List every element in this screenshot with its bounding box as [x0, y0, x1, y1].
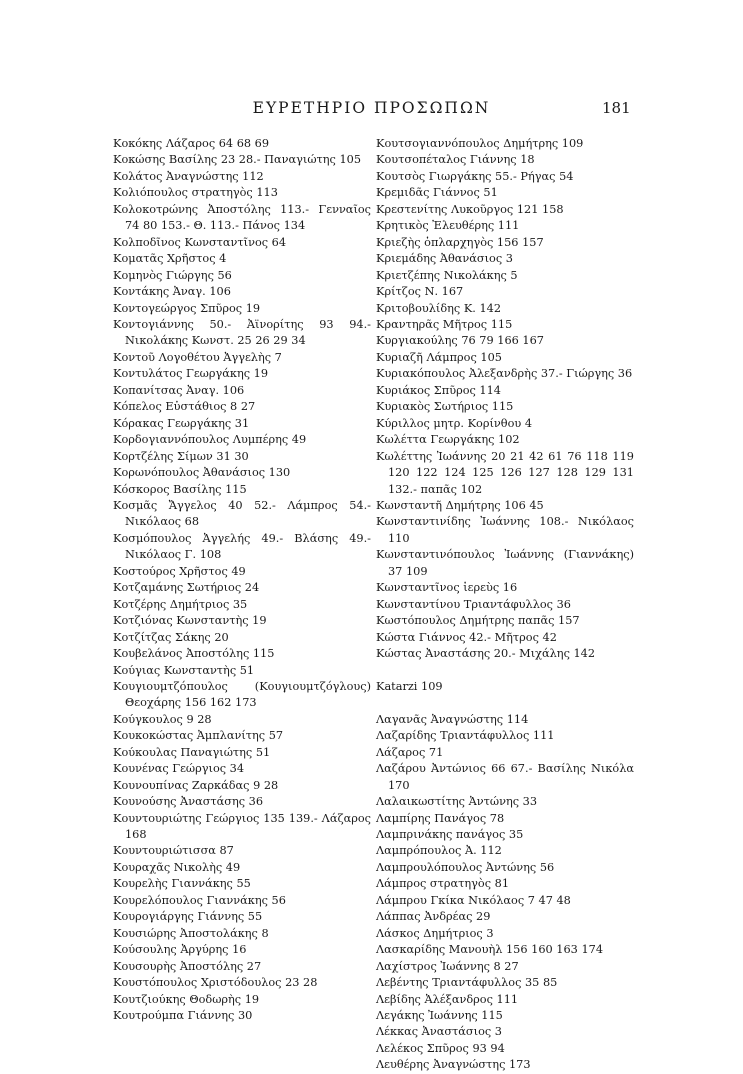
index-entry: Κόπελος Εὐστάθιος 8 27	[113, 400, 256, 414]
index-entry: Λαμπίρης Πανάγος 78	[376, 811, 505, 825]
index-entry: Κουνούσης Ἀναστάσης 36	[113, 795, 264, 809]
index-entry: Κουτρούμπα Γιάννης 30	[113, 1009, 253, 1023]
page-title: ΕΥΡΕΤΗΡΙΟ ΠΡΟΣΩΠΩΝ	[252, 99, 491, 117]
index-entry: Κωνσταντίνου Τριαντάφυλλος 36	[376, 597, 571, 611]
index-group-l	[376, 712, 634, 1074]
index-entry: Λαγανᾶς Ἀναγνώστης 114	[376, 712, 529, 726]
group-spacer	[376, 695, 634, 711]
index-entry: Κώστα Γιάννος 42.- Μῆτρος 42	[376, 630, 557, 644]
index-entry: Κολποδῖνος Κωνσταντῖνος 64	[113, 235, 287, 249]
index-entry: Κοντογιάννης 50.- Ἀϊνορίτης 93 94.- Νικολάκης Κωνστ. 25 26 29 34	[113, 317, 371, 348]
index-entry: Κουραχᾶς Νικολὴς 49	[113, 860, 241, 874]
index-entry: Λάσκος Δημήτριος 3	[376, 926, 494, 940]
group-spacer	[376, 663, 634, 679]
index-entry: Κοσμᾶς Ἄγγελος 40 52.- Λάμπρος 54.- Νικόλαος 68	[113, 498, 371, 529]
index-entry: Κωνσταντινόπουλος Ἰωάννης (Γιαννάκης) 37 109	[376, 548, 634, 578]
index-entry: Κωλέττα Γεωργάκης 102	[376, 433, 520, 447]
index-entry: Κρεμιδᾶς Γιάννος 51	[376, 186, 498, 200]
index-entry: Κυριακὸς Σωτήριος 115	[376, 400, 514, 414]
index-entry: Κουντουριώτης Γεώργιος 135 139.- Λάζαρος 168	[113, 811, 371, 842]
index-entry: Κολοκοτρώνης Ἀποστόλης 113.- Γενναῖος 74 80 153.- Θ. 113.- Πάνος 134	[113, 202, 371, 233]
index-entry: Λαζάρου Ἀντώνιος 66 67.- Βασίλης Νικόλα 170	[376, 762, 634, 792]
index-entry: Κουνένας Γεώργιος 34	[113, 762, 245, 776]
index-entry: Λασκαρίδης Μανουὴλ 156 160 163 174	[376, 943, 604, 957]
index-entry: Κουρογιάργης Γιάννης 55	[113, 910, 263, 924]
index-entry: Katarzi 109	[376, 679, 443, 693]
index-entry: Κοστούρος Χρῆστος 49	[113, 564, 246, 578]
index-entry: Κορτζέλης Σίμων 31 30	[113, 449, 249, 463]
index-entry: Λάμπρος στρατηγὸς 81	[376, 877, 510, 891]
index-entry: Κώστας Ἀναστάσης 20.- Μιχάλης 142	[376, 647, 596, 661]
index-entry: Κοπανίτσας Ἀναγ. 106	[113, 383, 245, 397]
index-entry: Κοτζίτζας Σάκης 20	[113, 630, 229, 644]
index-entry: Κωνσταντῆ Δημήτρης 106 45	[376, 498, 544, 512]
index-entry: Λεβέντης Τριαντάφυλλος 35 85	[376, 976, 558, 990]
index-entry: Λευθέρης Ἀναγνώστης 173	[376, 1058, 531, 1072]
index-entry: Κοκόκης Λάζαρος 64 68 69	[113, 137, 270, 150]
index-entry: Κυριάκος Σπῦρος 114	[376, 383, 501, 397]
index-entry: Κουκοκώστας Ἀμπλανίτης 57	[113, 729, 284, 743]
index-entry: Κούγκουλος 9 28	[113, 712, 212, 726]
index-entry: Κρίτζος Ν. 167	[376, 285, 464, 299]
index-entry: Κουγιουμτζόπουλος (Κουγιουμτζόγλους) Θεοχάρης 156 162 173	[113, 679, 371, 710]
index-entry: Λεβίδης Ἀλέξανδρος 111	[376, 992, 519, 1006]
index-entry: Κουρελόπουλος Γιαννάκης 56	[113, 893, 286, 907]
index-entry: Κουσιώρης Ἀποστολάκης 8	[113, 926, 269, 940]
index-entry: Κριεζὴς ὁπλαρχηγὸς 156 157	[376, 235, 544, 249]
index-entry: Κυργιακούλης 76 79 166 167	[376, 334, 544, 348]
index-entry: Κορωνόπουλος Ἀθανάσιος 130	[113, 466, 291, 480]
index-entry: Κριετζέπης Νικολάκης 5	[376, 268, 518, 282]
page-header	[0, 99, 743, 119]
index-entry: Κορδογιαννόπουλος Λυμπέρης 49	[113, 433, 307, 447]
index-entry: Κύριλλος μητρ. Κορίνθου 4	[376, 416, 533, 430]
index-group-k-continued	[376, 136, 634, 663]
index-entry: Λάππας Ἀνδρέας 29	[376, 910, 491, 924]
index-group-latin	[376, 679, 634, 695]
index-entry: Κυριακόπουλος Ἀλεξανδρὴς 37.- Γιώργης 36	[376, 367, 633, 381]
page-number: 181	[602, 99, 631, 117]
index-entry: Κοντάκης Ἀναγ. 106	[113, 285, 231, 299]
index-entry: Λαμπρόπουλος Ἀ. 112	[376, 844, 502, 858]
index-entry: Λελέκος Σπῦρος 93 94	[376, 1041, 505, 1055]
index-entry: Κωστόπουλος Δημήτρης παπᾶς 157	[376, 614, 580, 628]
index-entry: Κοτζιόνας Κωνσταντὴς 19	[113, 614, 267, 628]
index-entry: Κοκώσης Βασίλης 23 28.- Παναγιώτης 105	[113, 153, 362, 167]
index-entry: Κριεμάδης Ἀθανάσιος 3	[376, 252, 513, 266]
index-entry: Κοντογεώργος Σπῦρος 19	[113, 301, 261, 315]
index-entry: Κούσουλης Ἀργύρης 16	[113, 943, 247, 957]
index-entry: Κοσμόπουλος Ἀγγελής 49.- Βλάσης 49.- Νικόλαος Γ. 108	[113, 531, 371, 562]
index-entry: Κουστόπουλος Χριστόδουλος 23 28	[113, 976, 318, 990]
index-entry: Κοντυλάτος Γεωργάκης 19	[113, 367, 269, 381]
index-entry: Κουτσοπέταλος Γιάννης 18	[376, 153, 535, 167]
index-entry: Κοματᾶς Χρῆστος 4	[113, 252, 227, 266]
index-entry: Κουτσογιαννόπουλος Δημήτρης 109	[376, 137, 584, 150]
index-entry: Κουρελὴς Γιαννάκης 55	[113, 877, 251, 891]
index-entry: Κολιόπουλος στρατηγὸς 113	[113, 186, 278, 200]
index-entry: Λαμπρινάκης πανάγος 35	[376, 828, 524, 841]
index-entry: Κόρακας Γεωργάκης 31	[113, 416, 250, 430]
index-entry: Κωλέττης Ἰωάννης 20 21 42 61 76 118 119 120 122 124 125 126 127 128 129 131 132.- παπᾶς 102	[376, 449, 634, 496]
index-entry: Κουτζιούκης Θοδωρὴς 19	[113, 992, 260, 1006]
index-entry: Κουβελάνος Ἀποστόλης 115	[113, 647, 275, 661]
index-entry: Κολάτος Ἀναγνώστης 112	[113, 169, 264, 183]
index-entry: Κωνσταντινίδης Ἰωάννης 108.- Νικόλαος 110	[376, 515, 634, 545]
index-entry: Κόσκορος Βασίλης 115	[113, 482, 247, 496]
index-entry: Λαχίστρος Ἰωάννης 8 27	[376, 959, 519, 973]
index-entry: Λέκκας Ἀναστάσιος 3	[376, 1025, 502, 1039]
index-entry: Κουνουπίνας Ζαρκάδας 9 28	[113, 778, 279, 792]
index-entry: Κωνσταντῖνος ἱερεὺς 16	[376, 581, 518, 595]
index-entry: Λαζαρίδης Τριαντάφυλλος 111	[376, 729, 555, 743]
index-entry: Κουσουρὴς Ἀποστόλης 27	[113, 959, 262, 973]
index-entry: Λαλαικωστίτης Ἀντώνης 33	[376, 795, 538, 809]
index-entry: Κυριαζῆ Λάμπρος 105	[376, 350, 502, 364]
index-entry: Κουτσὸς Γιωργάκης 55.- Ρήγας 54	[376, 169, 574, 183]
index-entry: Κούγιας Κωνσταντὴς 51	[113, 663, 255, 677]
index-entry: Κομηνὸς Γιώργης 56	[113, 268, 232, 282]
index-entry: Κοτζέρης Δημήτριος 35	[113, 597, 248, 611]
index-entry: Κοντοῦ Λογοθέτου Ἀγγελὴς 7	[113, 350, 282, 364]
index-entry: Κοτζαμάνης Σωτήριος 24	[113, 581, 260, 595]
index-entry: Κριτοβουλίδης Κ. 142	[376, 301, 502, 315]
index-entry: Λάμπρου Γκίκα Νικόλαος 7 47 48	[376, 893, 571, 907]
right-index-column	[376, 136, 634, 1074]
index-entry: Κρητικὸς Ἐλευθέρης 111	[376, 219, 520, 233]
left-index-column	[113, 136, 371, 1024]
index-entry: Κραντηρᾶς Μῆτρος 115	[376, 317, 513, 331]
index-entry: Λάζαρος 71	[376, 745, 444, 759]
index-entry: Λεγάκης Ἰωάννης 115	[376, 1008, 503, 1022]
index-entry: Κρεστενίτης Λυκοῦργος 121 158	[376, 202, 564, 216]
index-entry: Λαμπρουλόπουλος Ἀντώνης 56	[376, 860, 555, 874]
index-entry: Κουντουριώτισσα 87	[113, 844, 234, 858]
index-entry: Κούκουλας Παναγιώτης 51	[113, 745, 271, 759]
